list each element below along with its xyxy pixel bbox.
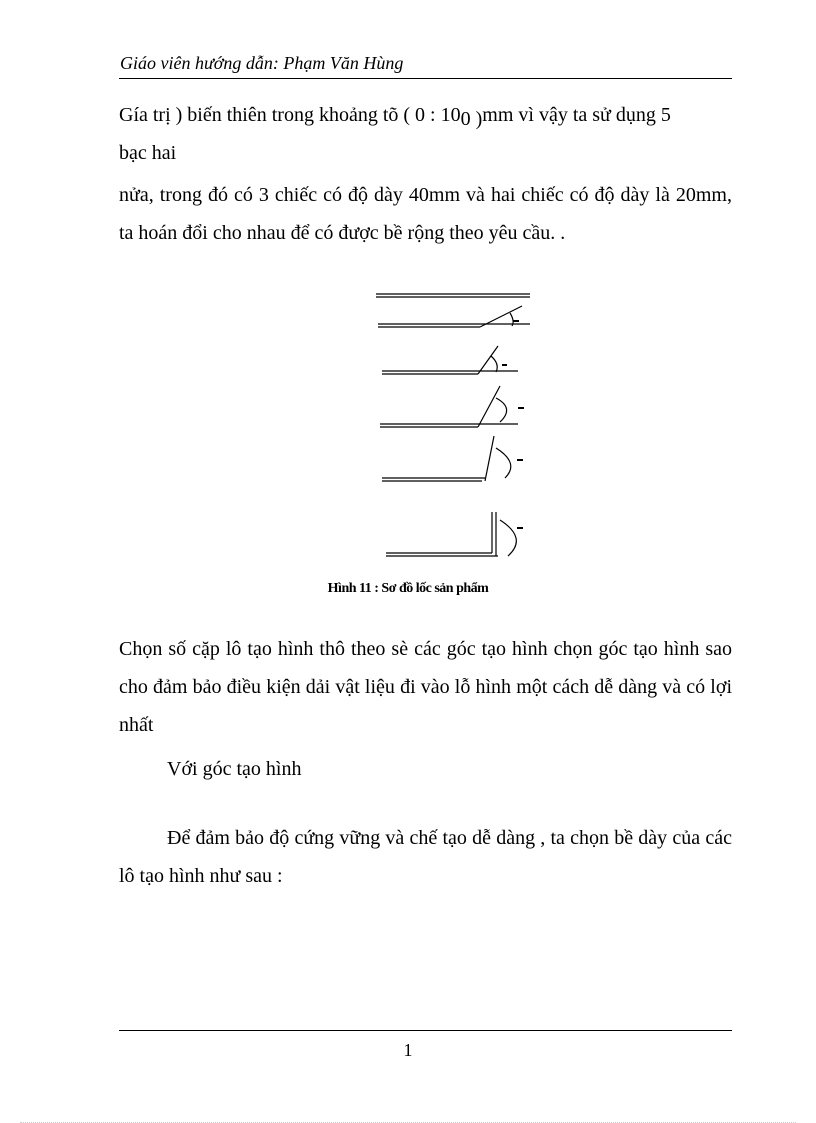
- p1-text-a: Gía trị ) biến thiên trong khoảng tõ ( 0 : 10: [119, 104, 461, 126]
- stage-5-angle-label: [517, 459, 523, 461]
- stage-5-bend: [485, 436, 494, 481]
- p1-text-d: bạc hai: [119, 142, 177, 164]
- p1-text-c: mm vì vậy ta sử dụng 5: [482, 104, 671, 126]
- stage-4-angle-label: [518, 407, 524, 409]
- figure-caption: Hình 11 : Sơ đồ lốc sản phẩm: [327, 581, 489, 596]
- header-text: Giáo viên hướng dẫn: Phạm Văn Hùng: [120, 53, 404, 73]
- footer-rule: [119, 1030, 732, 1031]
- paragraph-2: nửa, trong đó có 3 chiếc có độ dày 40mm và hai chiếc có độ dày là 20mm, ta hoán đổi cho nhau để có được bề rộng theo yêu cầu. .: [119, 184, 732, 244]
- stage-2-angle-label: [513, 320, 519, 322]
- stage-4-angle-arc: [496, 398, 507, 422]
- paragraph-4: Với góc tạo hình: [167, 758, 302, 780]
- stage-6-angle-label: [517, 527, 523, 529]
- paragraph-5: Để đảm bảo độ cứng vững và chế tạo dễ dàng , ta chọn bề dày của các lô tạo hình như sau :: [119, 827, 732, 887]
- paragraph-1-line-2: [119, 142, 176, 165]
- page-header: [119, 52, 732, 79]
- stage-6-angle-arc: [500, 520, 516, 556]
- paragraph-3: Chọn số cặp lô tạo hình thô theo sè các góc tạo hình chọn góc tạo hình sao cho đảm bảo điều kiện dải vật liệu đi vào lỗ hình một cách dễ dàng và có lợi nhất: [119, 638, 732, 736]
- paragraph-1-line-1: [119, 104, 671, 130]
- stage-5-angle-arc: [496, 448, 511, 478]
- stage-3-angle-arc: [491, 356, 497, 372]
- stage-4-bend: [478, 386, 500, 427]
- stage-3-angle-label: [502, 364, 507, 366]
- p1-text-b: 0 ): [460, 108, 483, 130]
- forming-diagram: [370, 288, 540, 578]
- page-number: 1: [403, 1040, 413, 1060]
